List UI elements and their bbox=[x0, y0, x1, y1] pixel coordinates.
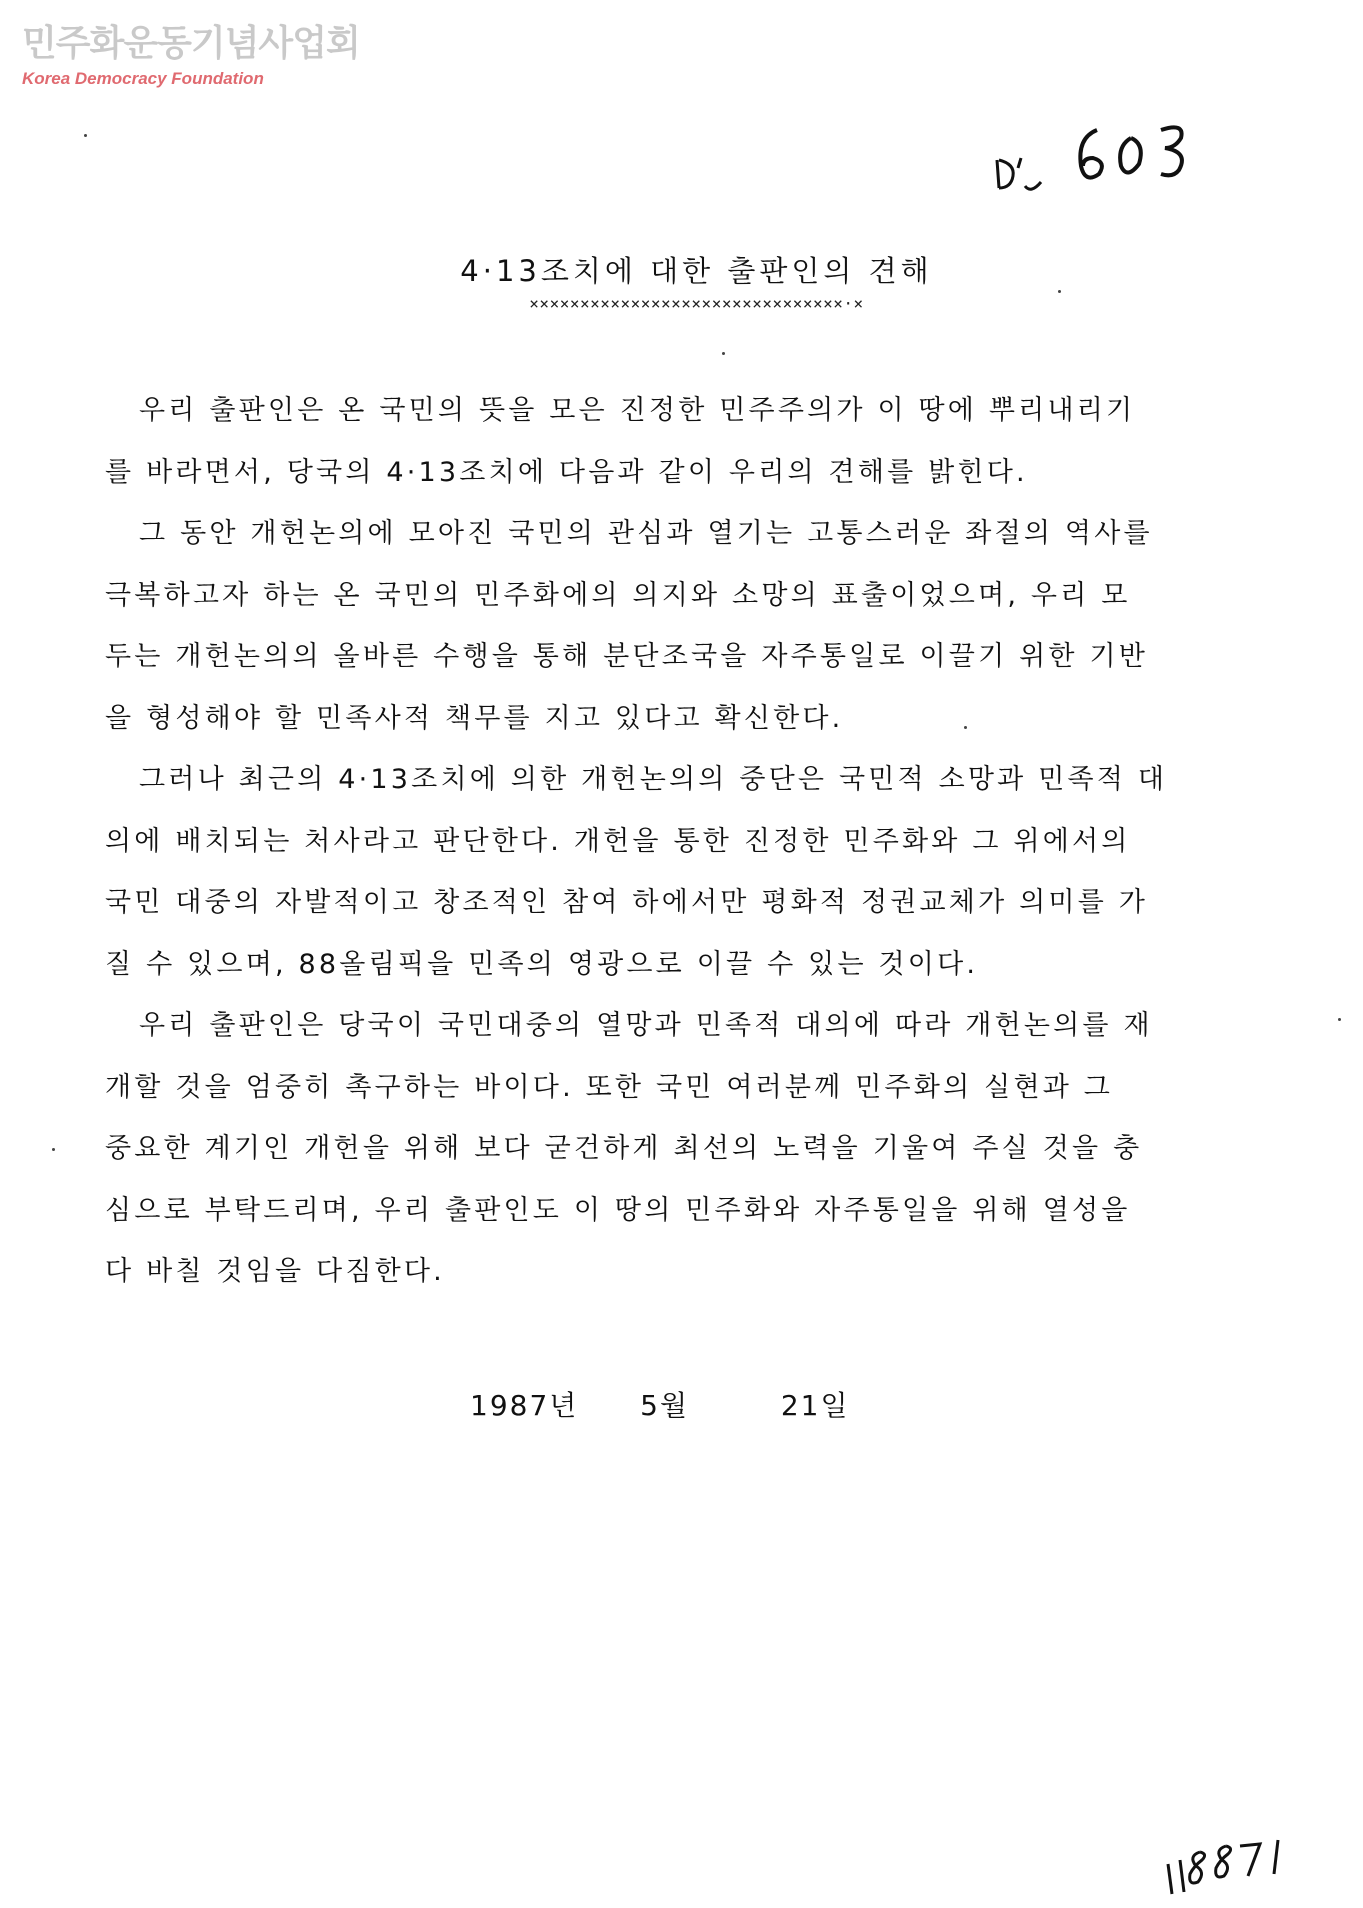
document-title: 4·13조치에 대한 출판인의 견해 bbox=[460, 254, 933, 288]
statement-body bbox=[105, 380, 1230, 1303]
scan-speck bbox=[52, 1148, 55, 1151]
scan-speck bbox=[1338, 1018, 1341, 1021]
body-line: 중요한 계기인 개헌을 위해 보다 굳건하게 최선의 노력을 기울여 주실 것을 충 bbox=[105, 1133, 1143, 1164]
body-line: 다 바칠 것임을 다짐한다. bbox=[105, 1256, 445, 1287]
handwritten-archive-number bbox=[1160, 1830, 1320, 1900]
watermark-english: Korea Democracy Foundation bbox=[22, 69, 264, 88]
scan-speck bbox=[84, 134, 87, 137]
body-line: 극복하고자 하는 온 국민의 민주화에의 의지와 소망의 표출이었으며, 우리 모 bbox=[105, 579, 1131, 611]
date-year: 1987년 bbox=[470, 1389, 579, 1422]
scan-speck bbox=[722, 352, 725, 355]
body-line: 질 수 있으며, 88올림픽을 민족의 영광으로 이끌 수 있는 것이다. bbox=[105, 948, 979, 980]
scan-speck bbox=[964, 726, 967, 729]
foundation-watermark bbox=[22, 24, 360, 90]
document-date bbox=[470, 1384, 850, 1424]
body-line: 우리 출판인은 당국이 국민대중의 열망과 민족적 대의에 따라 개헌논의를 재 bbox=[139, 1010, 1153, 1041]
date-day: 21일 bbox=[780, 1389, 850, 1422]
watermark-korean: 민주화운동기념사업회 bbox=[22, 23, 360, 64]
scan-speck bbox=[1058, 290, 1061, 293]
body-line: 그러나 최근의 4·13조치에 의한 개헌논의의 중단은 국민적 소망과 민족적 대 bbox=[139, 764, 1168, 795]
body-line: 를 바라면서, 당국의 4·13조치에 다음과 같이 우리의 견해를 밝힌다. bbox=[105, 456, 1028, 488]
title-block bbox=[0, 252, 1363, 314]
date-month: 5월 bbox=[640, 1389, 689, 1422]
title-underline: ×××××××××××××××××××××××××××××××·× bbox=[529, 294, 864, 313]
body-line: 그 동안 개헌논의에 모아진 국민의 관심과 열기는 고통스러운 좌절의 역사를 bbox=[139, 518, 1153, 549]
body-line: 심으로 부탁드리며, 우리 출판인도 이 땅의 민주화와 자주통일을 위해 열성을 bbox=[105, 1194, 1131, 1226]
handwritten-catalog-mark bbox=[985, 108, 1225, 208]
body-line: 우리 출판인은 온 국민의 뜻을 모은 진정한 민주주의가 이 땅에 뿌리내리기 bbox=[139, 395, 1136, 426]
body-line: 국민 대중의 자발적이고 창조적인 참여 하에서만 평화적 정권교체가 의미를 가 bbox=[105, 887, 1149, 918]
body-line: 의에 배치되는 처사라고 판단한다. 개헌을 통한 진정한 민주화와 그 위에서의 bbox=[105, 825, 1131, 857]
body-line: 개할 것을 엄중히 촉구하는 바이다. 또한 국민 여러분께 민주화의 실현과 그 bbox=[105, 1071, 1114, 1103]
body-line: 두는 개헌논의의 올바른 수행을 통해 분단조국을 자주통일로 이끌기 위한 기반 bbox=[105, 641, 1149, 672]
body-line: 을 형성해야 할 민족사적 책무를 지고 있다고 확신한다. bbox=[105, 702, 844, 734]
